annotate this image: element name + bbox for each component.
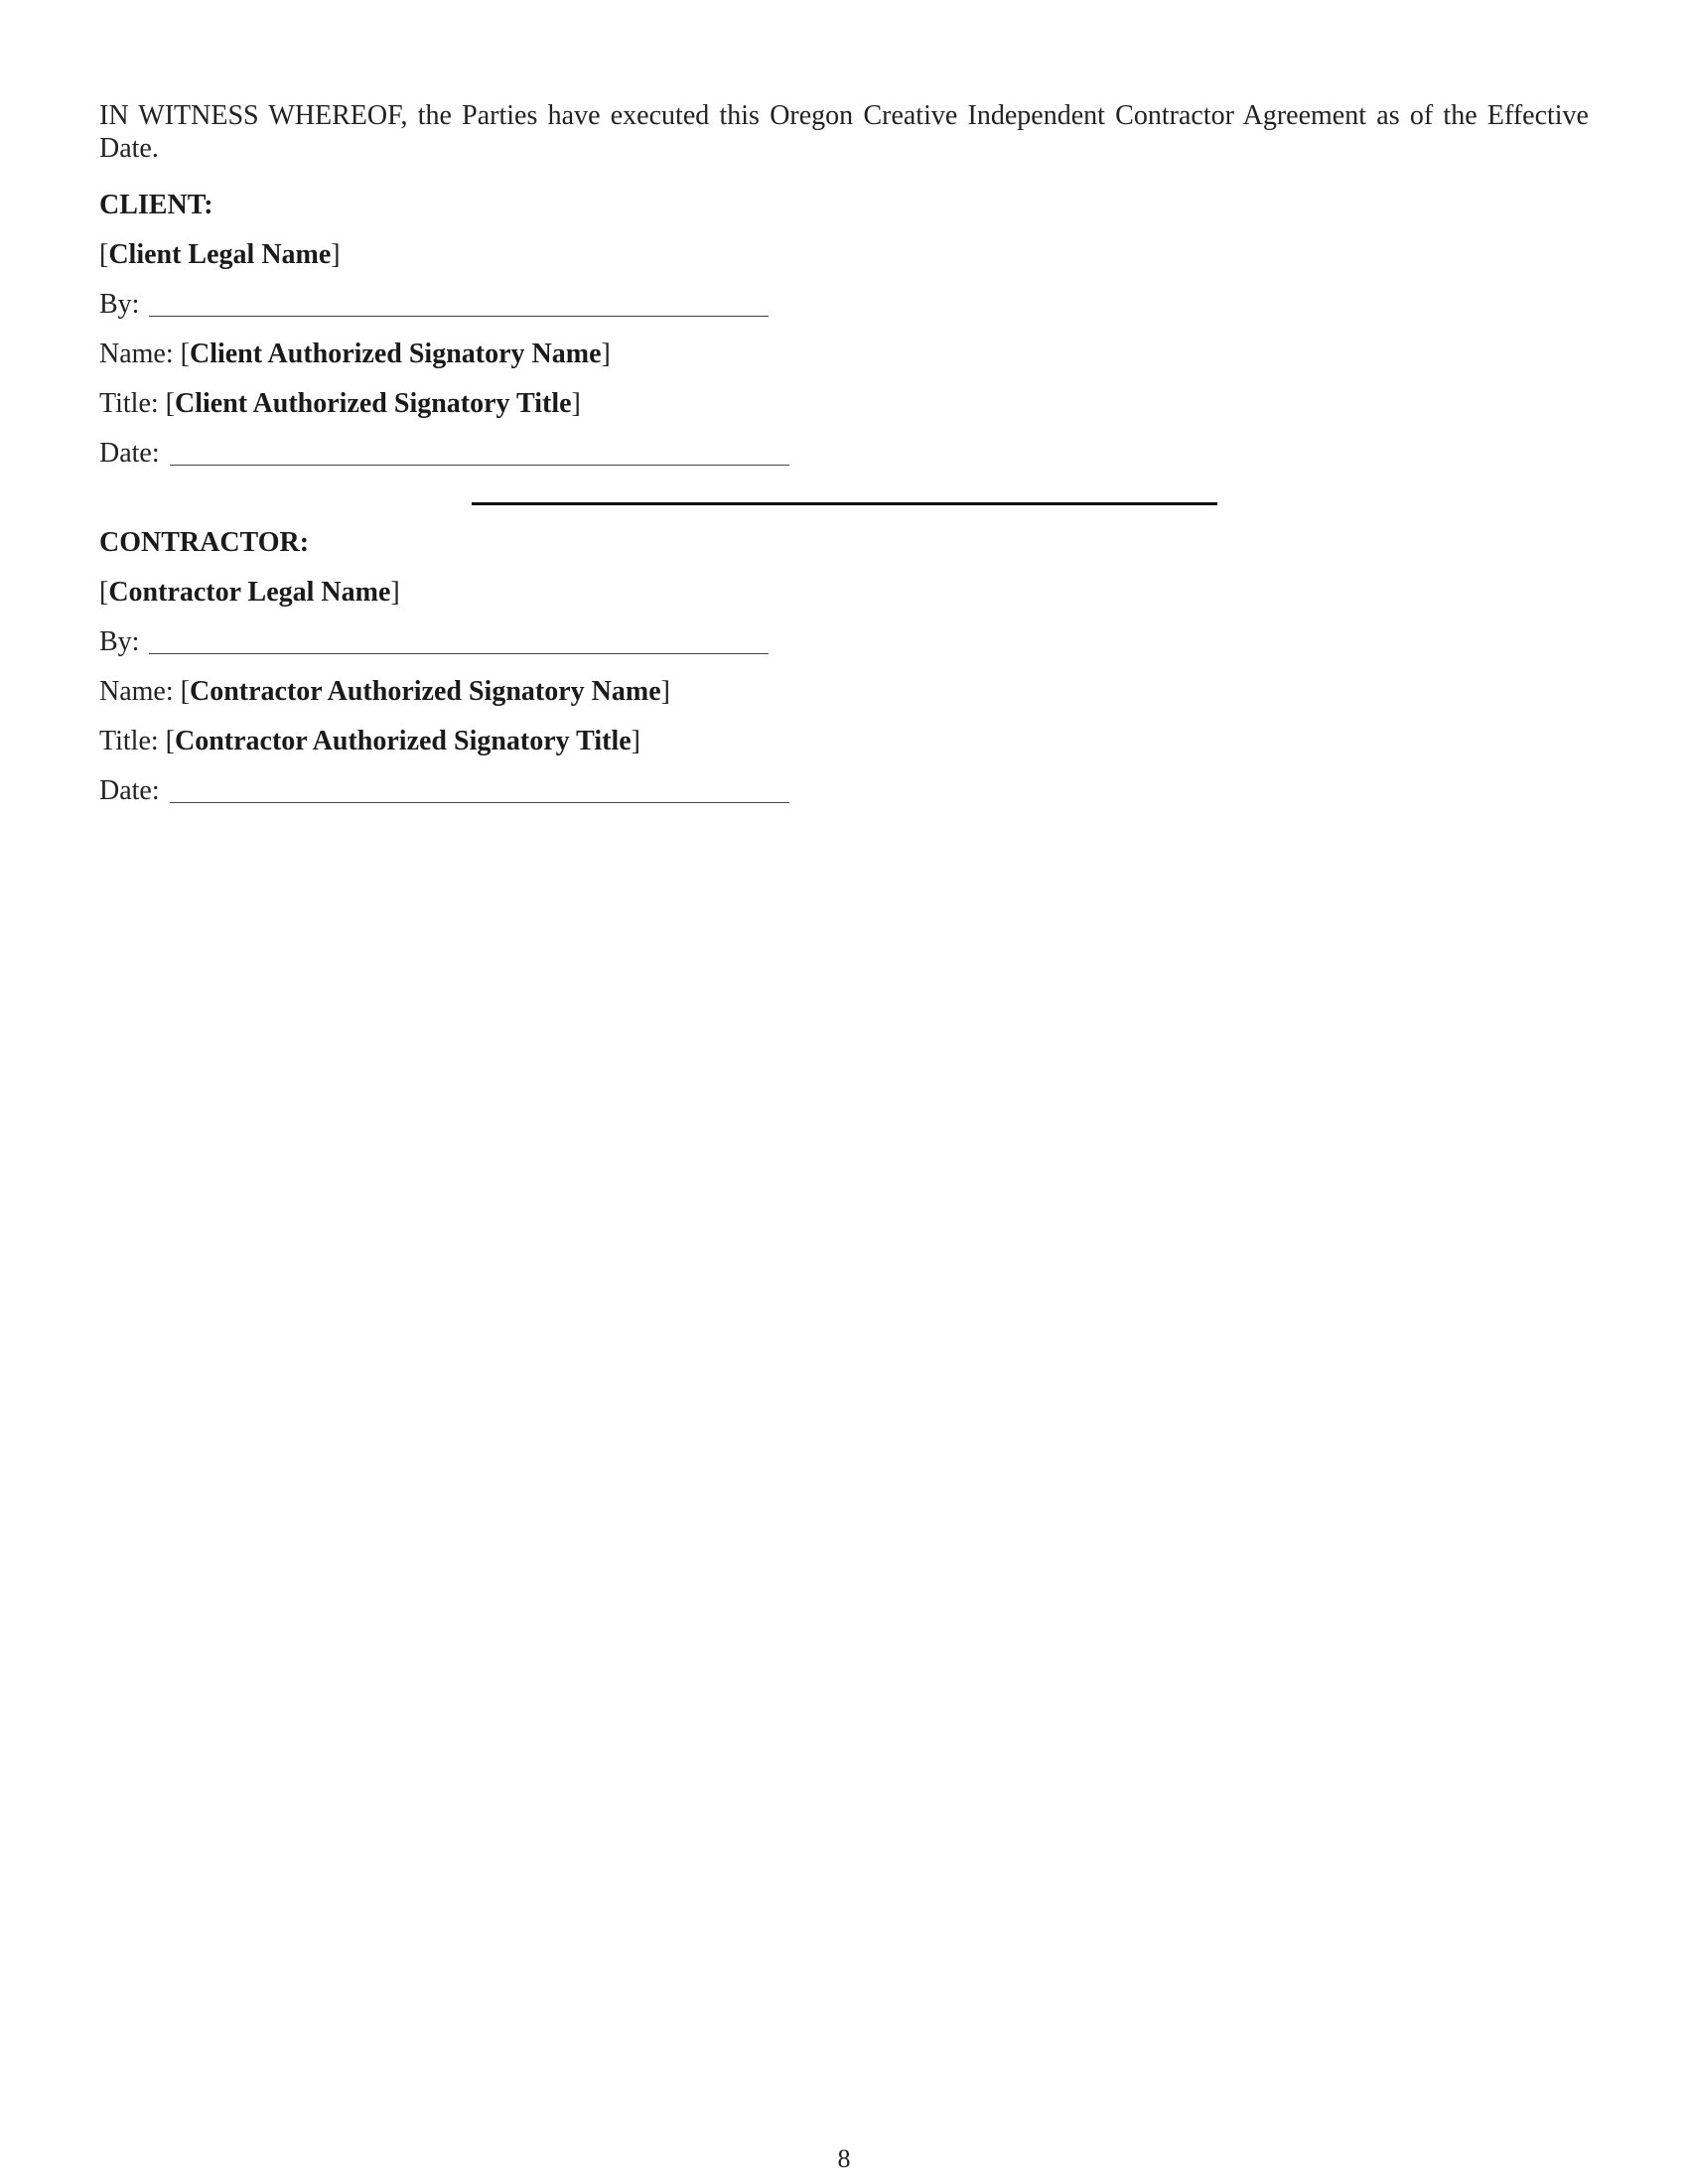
contractor-signatory-title: Contractor Authorized Signatory Title [175,726,632,756]
contractor-by-line [99,625,1589,658]
contractor-by-label: By: [99,626,140,657]
contractor-title-line [99,725,1589,757]
client-title-label: Title: [99,388,159,419]
client-date-line [99,437,1589,470]
bracket-open: [ [165,726,175,756]
bracket-close: ] [331,239,341,270]
client-by-label: By: [99,289,140,320]
bracket-open: [ [180,676,190,707]
client-heading: CLIENT: [99,190,213,220]
contractor-legal-name-value: Contractor Legal Name [108,577,391,608]
client-legal-name-value: Client Legal Name [108,239,332,270]
bracket-open: [ [165,388,175,419]
contractor-signature-blank[interactable] [149,652,769,654]
bracket-close: ] [631,726,640,756]
client-signatory-name: Client Authorized Signatory Name [189,339,602,369]
contractor-name-line [99,675,1589,708]
bracket-close: ] [390,577,400,608]
contractor-signatory-name: Contractor Authorized Signatory Name [189,676,661,707]
client-signature-blank[interactable] [149,315,769,317]
bracket-open: [ [180,339,190,369]
client-signature-section [99,99,1589,486]
page-number: 8 [837,2144,851,2173]
bracket-close: ] [601,339,611,369]
contractor-title-label: Title: [99,726,159,756]
contractor-date-blank[interactable] [170,801,789,803]
contractor-date-line [99,774,1589,807]
bracket-open: [ [99,239,109,270]
client-legal-name [99,238,1589,271]
client-date-label: Date: [99,438,160,469]
client-by-line [99,288,1589,321]
contractor-heading: CONTRACTOR: [99,527,310,558]
bracket-close: ] [660,676,670,707]
contractor-signature-section [99,526,1589,824]
witness-clause: IN WITNESS WHEREOF, the Parties have executed this Oregon Creative Independent Contractor Agreement as of the Effective Date. [99,100,1589,164]
bracket-close: ] [571,388,581,419]
contractor-date-label: Date: [99,775,160,806]
client-title-line [99,387,1589,420]
client-name-line [99,338,1589,370]
section-divider [472,502,1217,505]
contractor-name-label: Name: [99,676,174,707]
contractor-legal-name [99,576,1589,609]
client-signatory-title: Client Authorized Signatory Title [175,388,572,419]
client-name-label: Name: [99,339,174,369]
bracket-open: [ [99,577,109,608]
client-date-blank[interactable] [170,464,789,466]
